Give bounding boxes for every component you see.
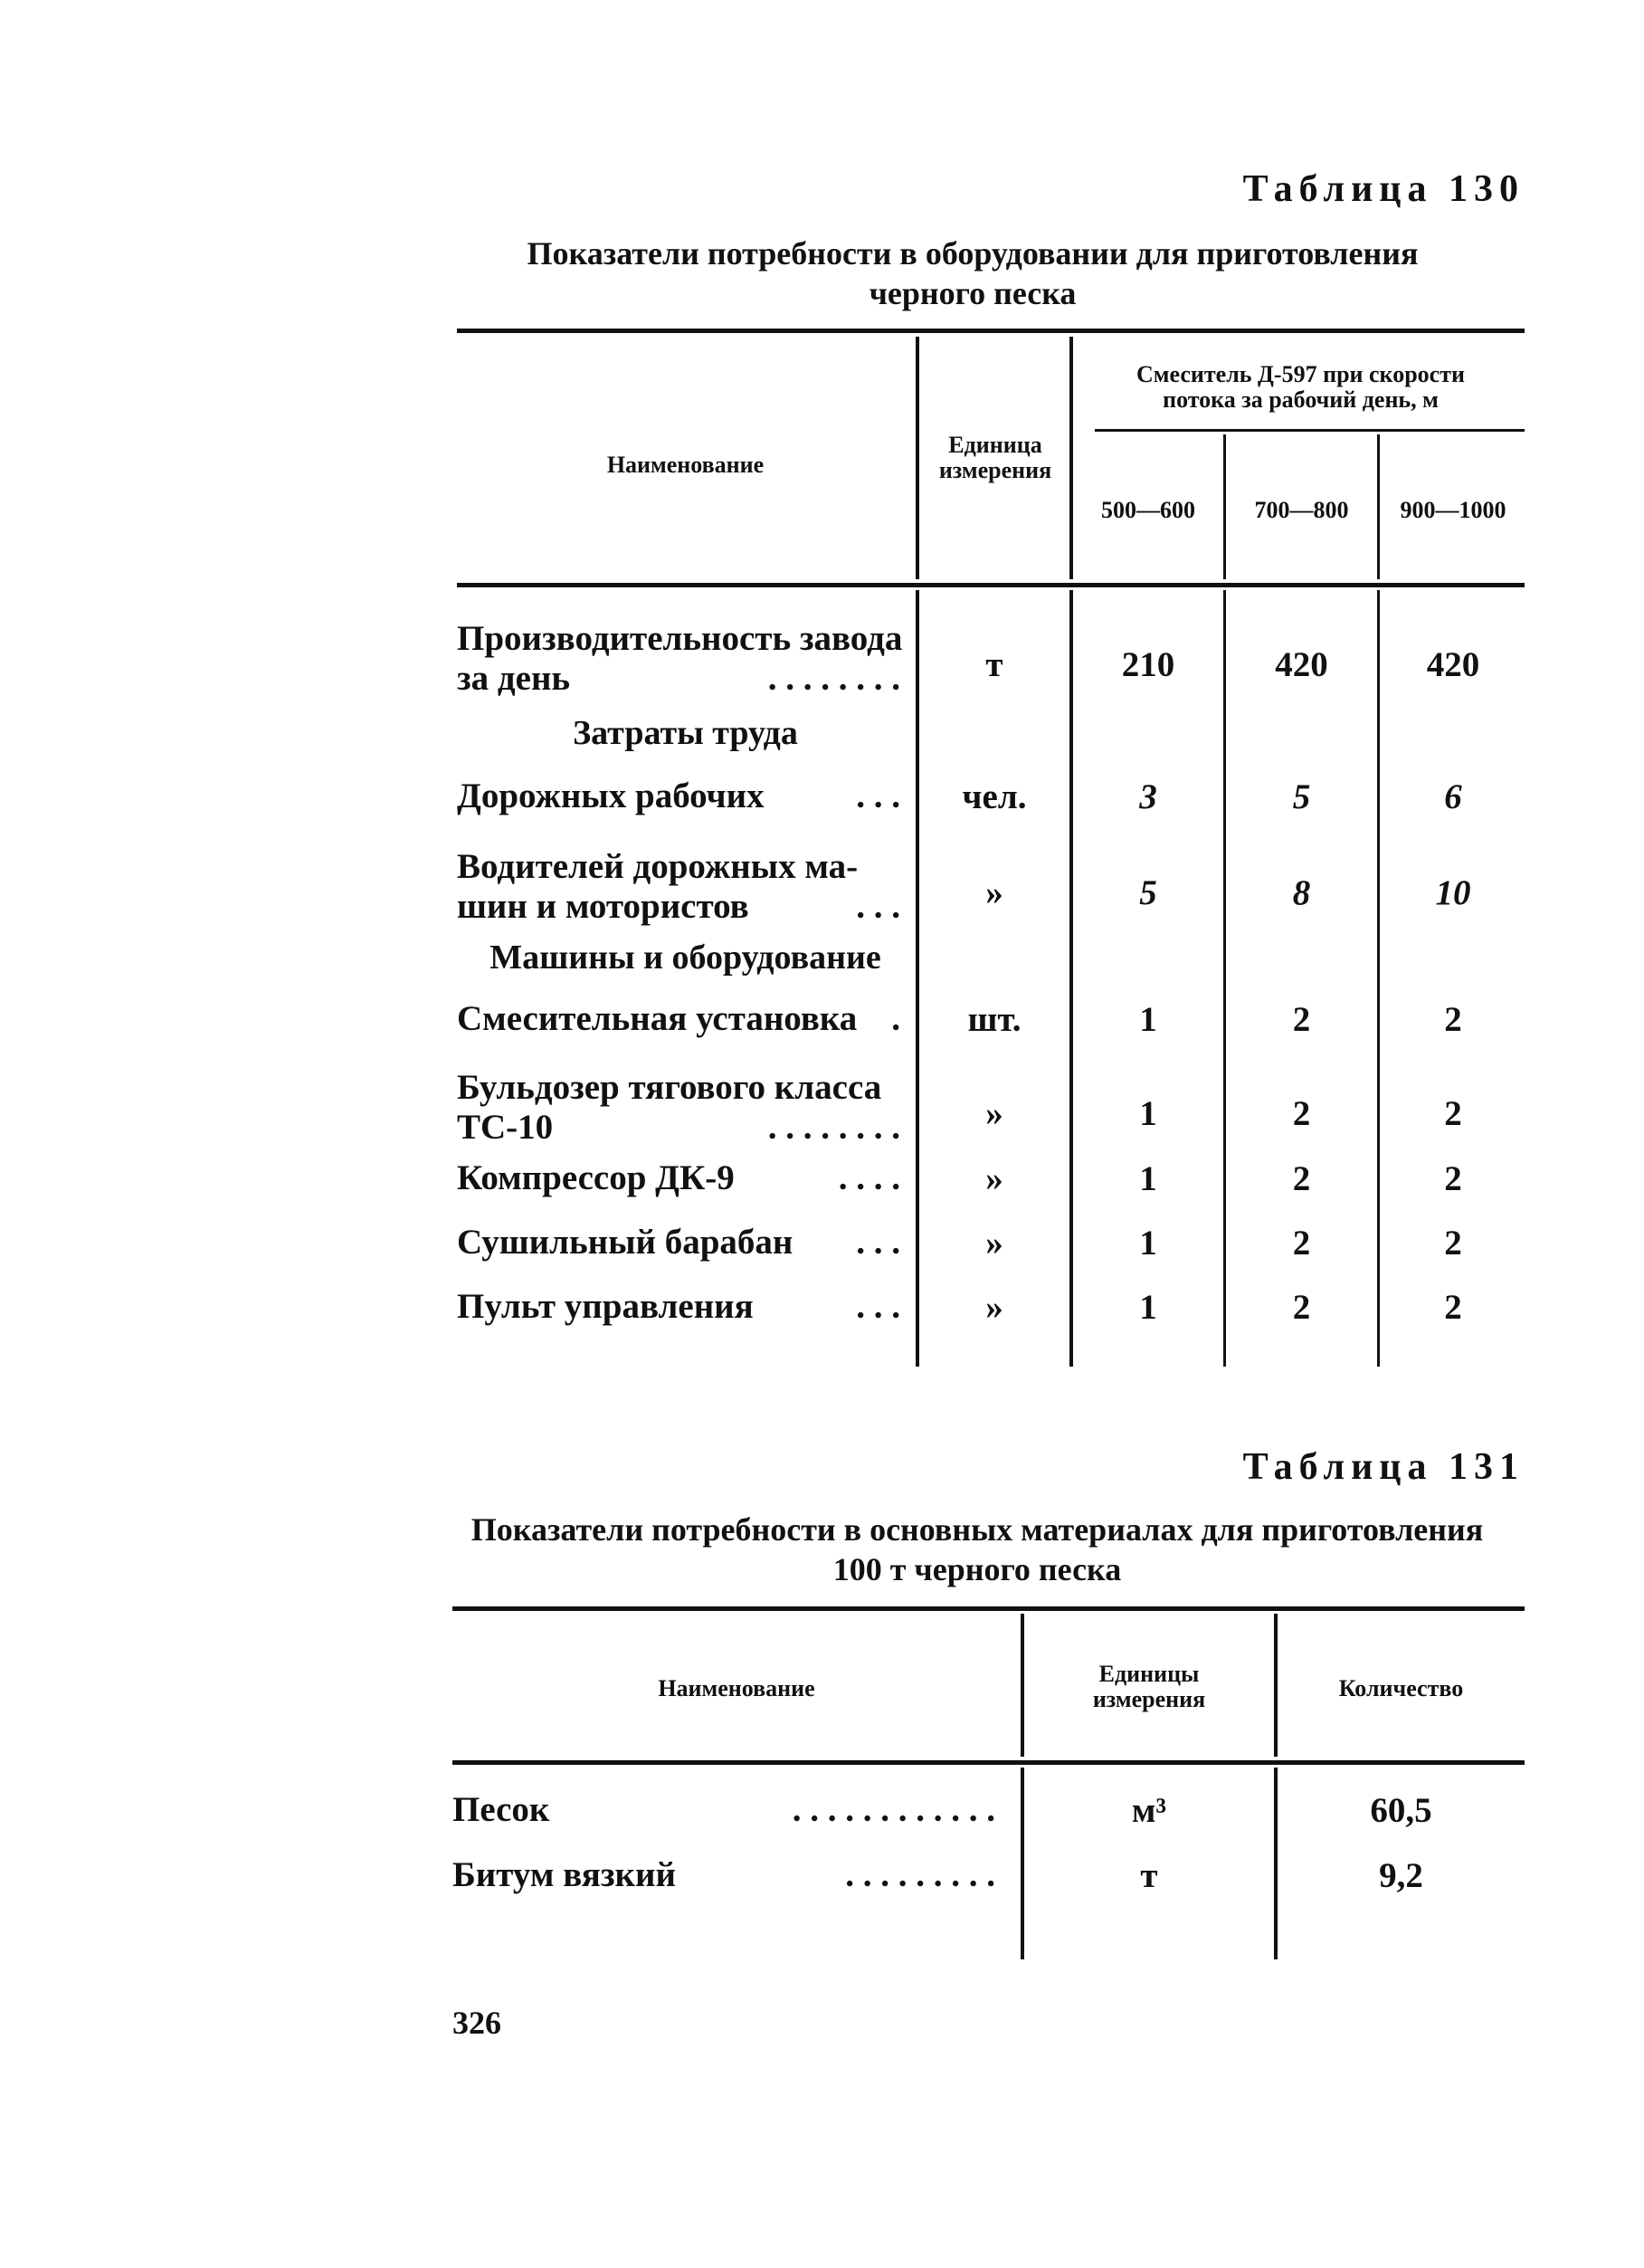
table-131-row-unit: м³ — [1131, 1791, 1167, 1830]
table-130-cell: 2 — [1292, 1094, 1311, 1133]
table-130-row-unit: » — [985, 873, 1003, 912]
table-130-cell: 1 — [1139, 1288, 1157, 1327]
table-130-section-machines: Машины и оборудование — [489, 939, 881, 977]
table-131-row-name: Битум вязкий . . . . . . . . . — [452, 1855, 995, 1894]
table-130-cell: 2 — [1292, 1288, 1311, 1327]
table-131-header-qty: Количество — [1338, 1675, 1464, 1701]
table-130-row-name: Пульт управления . . . — [457, 1287, 900, 1326]
table-130-row-unit: » — [985, 1094, 1003, 1133]
table-130-header-col3: 900—1000 — [1400, 497, 1506, 523]
table-130-title-line2: черного песка — [869, 275, 1077, 311]
table-130-cell: 10 — [1435, 873, 1471, 912]
page-number: 326 — [452, 2005, 501, 2041]
table-131-title-line1: Показатели потребности в основных материалах для приготовления — [470, 1511, 1484, 1548]
table-130-cell: 420 — [1275, 645, 1328, 684]
table-131-title — [389, 1510, 1565, 1589]
table-130-cell: 2 — [1292, 1224, 1311, 1263]
table-130-title — [452, 233, 1493, 313]
table-130-row-name: Компрессор ДК-9 . . . . — [457, 1158, 900, 1197]
table-130-row-unit: » — [985, 1159, 1003, 1198]
table-130-cell: 2 — [1444, 1094, 1462, 1133]
table-131-row-unit: т — [1140, 1856, 1158, 1895]
table-130-header-unit: Единица измерения — [938, 432, 1052, 483]
table-130-row-name: Водителей дорожных ма- шин и мотористов . . . — [457, 847, 900, 926]
table-130-row-name: Бульдозер тягового класса ТС-10 . . . . . . . . — [457, 1068, 900, 1147]
table-130-cell: 6 — [1444, 777, 1462, 816]
table-130-title-line1: Показатели потребности в оборудовании для приготовления — [527, 235, 1419, 272]
table-130-row-name: Дорожных рабочих . . . — [457, 777, 900, 815]
table-131-top-rule — [452, 1606, 1525, 1611]
table-130-cell: 2 — [1444, 1288, 1462, 1327]
table-131-label: Таблица 131 — [1242, 1446, 1525, 1488]
table-130-row-unit: т — [985, 645, 1003, 684]
table-130-header-col2: 700—800 — [1254, 497, 1349, 523]
table-130-cell: 2 — [1292, 1000, 1311, 1039]
table-130-row-unit: шт. — [967, 1000, 1022, 1039]
table-130-row-name: Производительность завода за день . . . . . . . . — [457, 619, 903, 698]
table-130-cell: 1 — [1139, 1224, 1157, 1263]
table-130-vrule — [916, 337, 919, 579]
table-131-row-name: Песок . . . . . . . . . . . . — [452, 1790, 995, 1829]
table-130-cell: 2 — [1444, 1159, 1462, 1198]
table-131-title-line2: 100 т черного песка — [832, 1551, 1122, 1587]
table-130-header-rule — [457, 583, 1525, 587]
table-130-row-unit: чел. — [962, 777, 1027, 816]
table-130-cell: 420 — [1426, 645, 1480, 684]
table-131-cell: 9,2 — [1379, 1856, 1423, 1895]
table-130-cell: 1 — [1139, 1159, 1157, 1198]
table-130-cell: 5 — [1139, 873, 1157, 912]
table-131-cell: 60,5 — [1370, 1791, 1432, 1830]
table-130-cell: 2 — [1444, 1224, 1462, 1263]
table-130-cell: 3 — [1139, 777, 1157, 816]
table-130-cell: 2 — [1292, 1159, 1311, 1198]
table-131-header-rule — [452, 1760, 1525, 1765]
table-130-header-col1: 500—600 — [1101, 497, 1195, 523]
table-130-vrule — [1069, 337, 1073, 579]
table-130-cell: 8 — [1292, 873, 1311, 912]
table-130-section-labor: Затраты труда — [573, 714, 798, 752]
table-130-row-unit: » — [985, 1288, 1003, 1327]
table-130-cell: 5 — [1292, 777, 1311, 816]
table-130-cell: 1 — [1139, 1094, 1157, 1133]
table-130-top-rule — [457, 329, 1525, 333]
table-131-header-unit: Единицы измерения — [1092, 1661, 1206, 1712]
table-130-group-rule — [1095, 429, 1525, 432]
table-130-row-unit: » — [985, 1224, 1003, 1263]
table-130-row-name: Сушильный барабан . . . — [457, 1223, 900, 1262]
table-130-cell: 2 — [1444, 1000, 1462, 1039]
table-130-cell: 1 — [1139, 1000, 1157, 1039]
table-130-cell: 210 — [1121, 645, 1175, 684]
table-130-row-name: Смесительная установка . — [457, 999, 900, 1038]
table-130-header-name: Наименование — [606, 452, 765, 478]
table-130-label: Таблица 130 — [1242, 168, 1525, 210]
table-130-header-group: Смеситель Д-597 при скорости потока за рабочий день, м — [1136, 361, 1465, 413]
table-131-header-name: Наименование — [658, 1675, 815, 1701]
